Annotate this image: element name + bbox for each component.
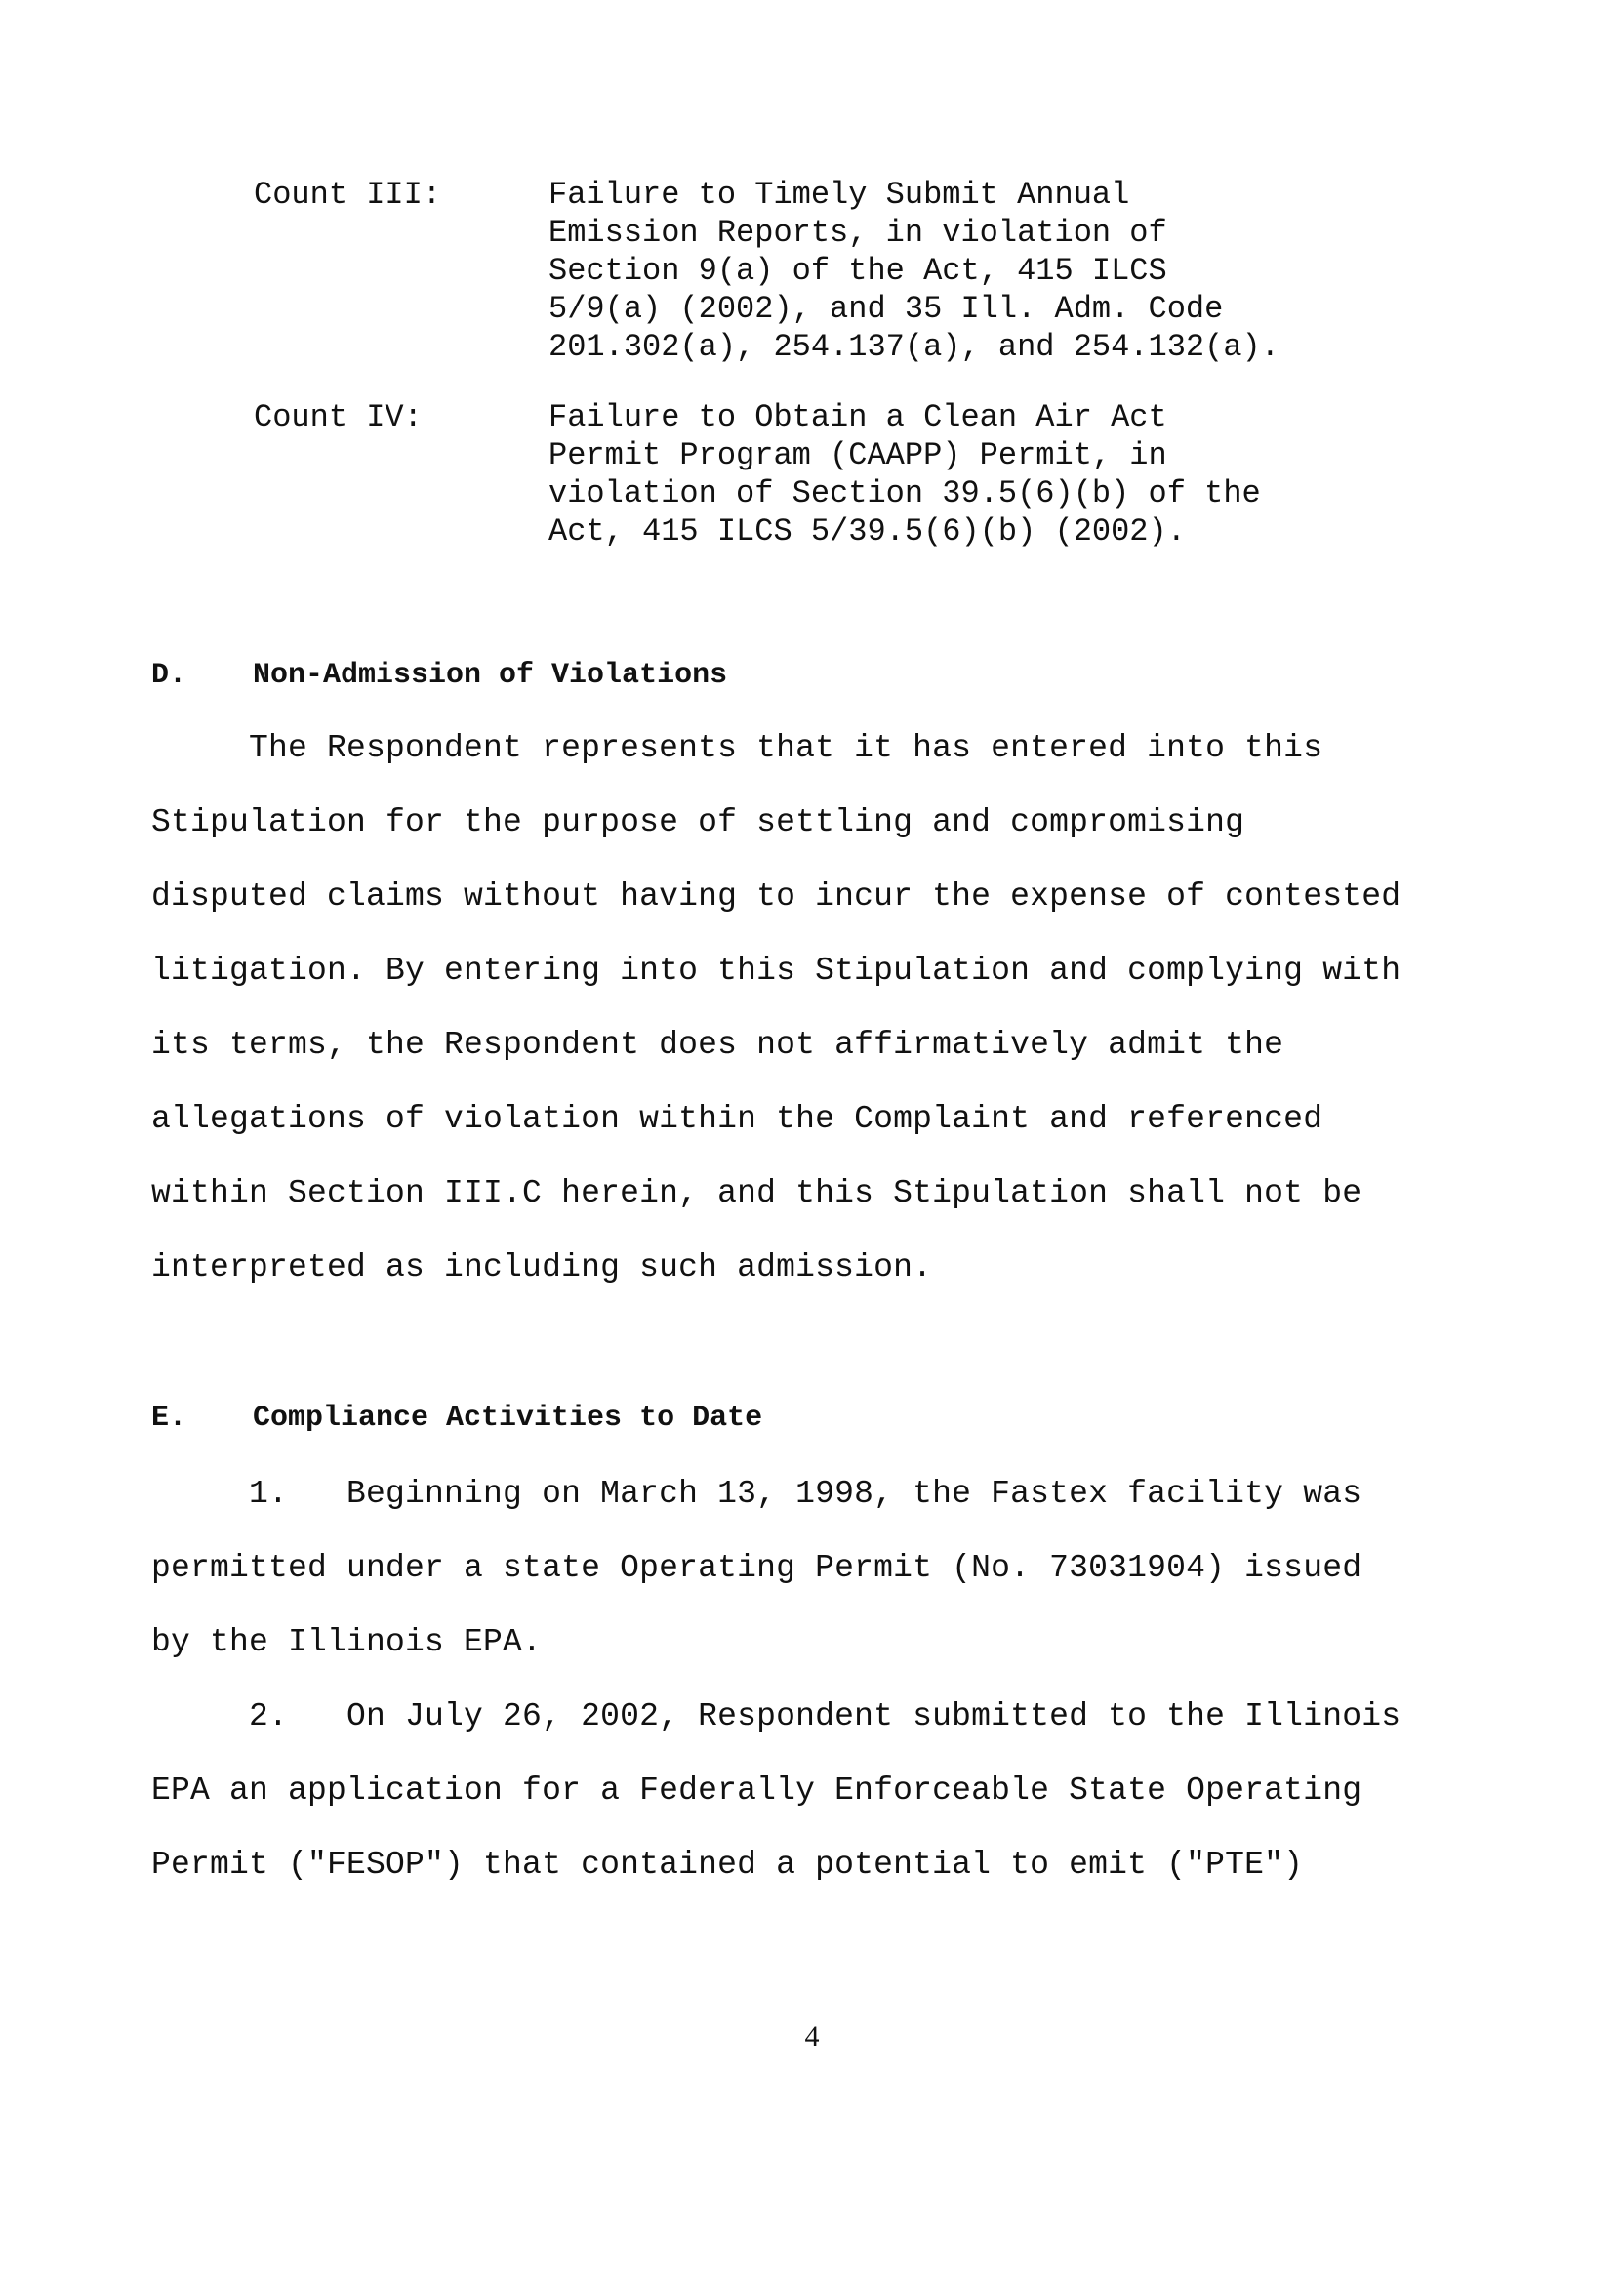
paragraph-line: its terms, the Respondent does not affirmatively admit the — [151, 1027, 1284, 1063]
paragraph-line: permitted under a state Operating Permit (No. 73031904) issued — [151, 1550, 1362, 1586]
section-e-heading — [151, 1402, 762, 1435]
count-label: Count III: — [254, 177, 442, 213]
count-label: Count IV: — [254, 399, 423, 435]
count-description — [548, 176, 1407, 366]
section-letter: E. — [151, 1402, 187, 1435]
section-d-heading — [151, 659, 727, 692]
paragraph-line: EPA an application for a Federally Enforceable State Operating — [151, 1773, 1362, 1809]
paragraph-line: 1. Beginning on March 13, 1998, the Fastex facility was — [151, 1476, 1362, 1512]
paragraph-line: by the Illinois EPA. — [151, 1624, 543, 1660]
count-desc-line: Emission Reports, in violation of — [548, 215, 1167, 251]
paragraph-line: Stipulation for the purpose of settling and compromising — [151, 804, 1245, 840]
section-letter: D. — [151, 659, 187, 692]
count-desc-line: Act, 415 ILCS 5/39.5(6)(b) (2002). — [548, 513, 1186, 550]
count-description — [548, 398, 1407, 550]
section-title: Non-Admission of Violations — [253, 659, 728, 692]
paragraph-line: within Section III.C herein, and this Stipulation shall not be — [151, 1175, 1362, 1211]
count-desc-line: Failure to Obtain a Clean Air Act — [548, 399, 1167, 435]
count-desc-line: 5/9(a) (2002), and 35 Ill. Adm. Code — [548, 291, 1224, 327]
paragraph-line: 2. On July 26, 2002, Respondent submitted to the Illinois — [151, 1698, 1401, 1734]
paragraph-line: disputed claims without having to incur the expense of contested — [151, 878, 1401, 915]
count-desc-line: violation of Section 39.5(6)(b) of the — [548, 475, 1261, 511]
section-title: Compliance Activities to Date — [253, 1402, 763, 1435]
paragraph-line: litigation. By entering into this Stipulation and complying with — [151, 953, 1401, 989]
paragraph-line: The Respondent represents that it has entered into this — [151, 730, 1323, 766]
paragraph-line: allegations of violation within the Complaint and referenced — [151, 1101, 1323, 1137]
count-desc-line: 201.302(a), 254.137(a), and 254.132(a). — [548, 329, 1279, 365]
paragraph-line: interpreted as including such admission. — [151, 1249, 933, 1285]
paragraph-line: Permit ("FESOP") that contained a potential to emit ("PTE") — [151, 1847, 1304, 1883]
count-desc-line: Failure to Timely Submit Annual — [548, 177, 1130, 213]
page-number: 4 — [804, 2020, 820, 2053]
count-desc-line: Section 9(a) of the Act, 415 ILCS — [548, 253, 1167, 289]
count-desc-line: Permit Program (CAAPP) Permit, in — [548, 437, 1167, 473]
